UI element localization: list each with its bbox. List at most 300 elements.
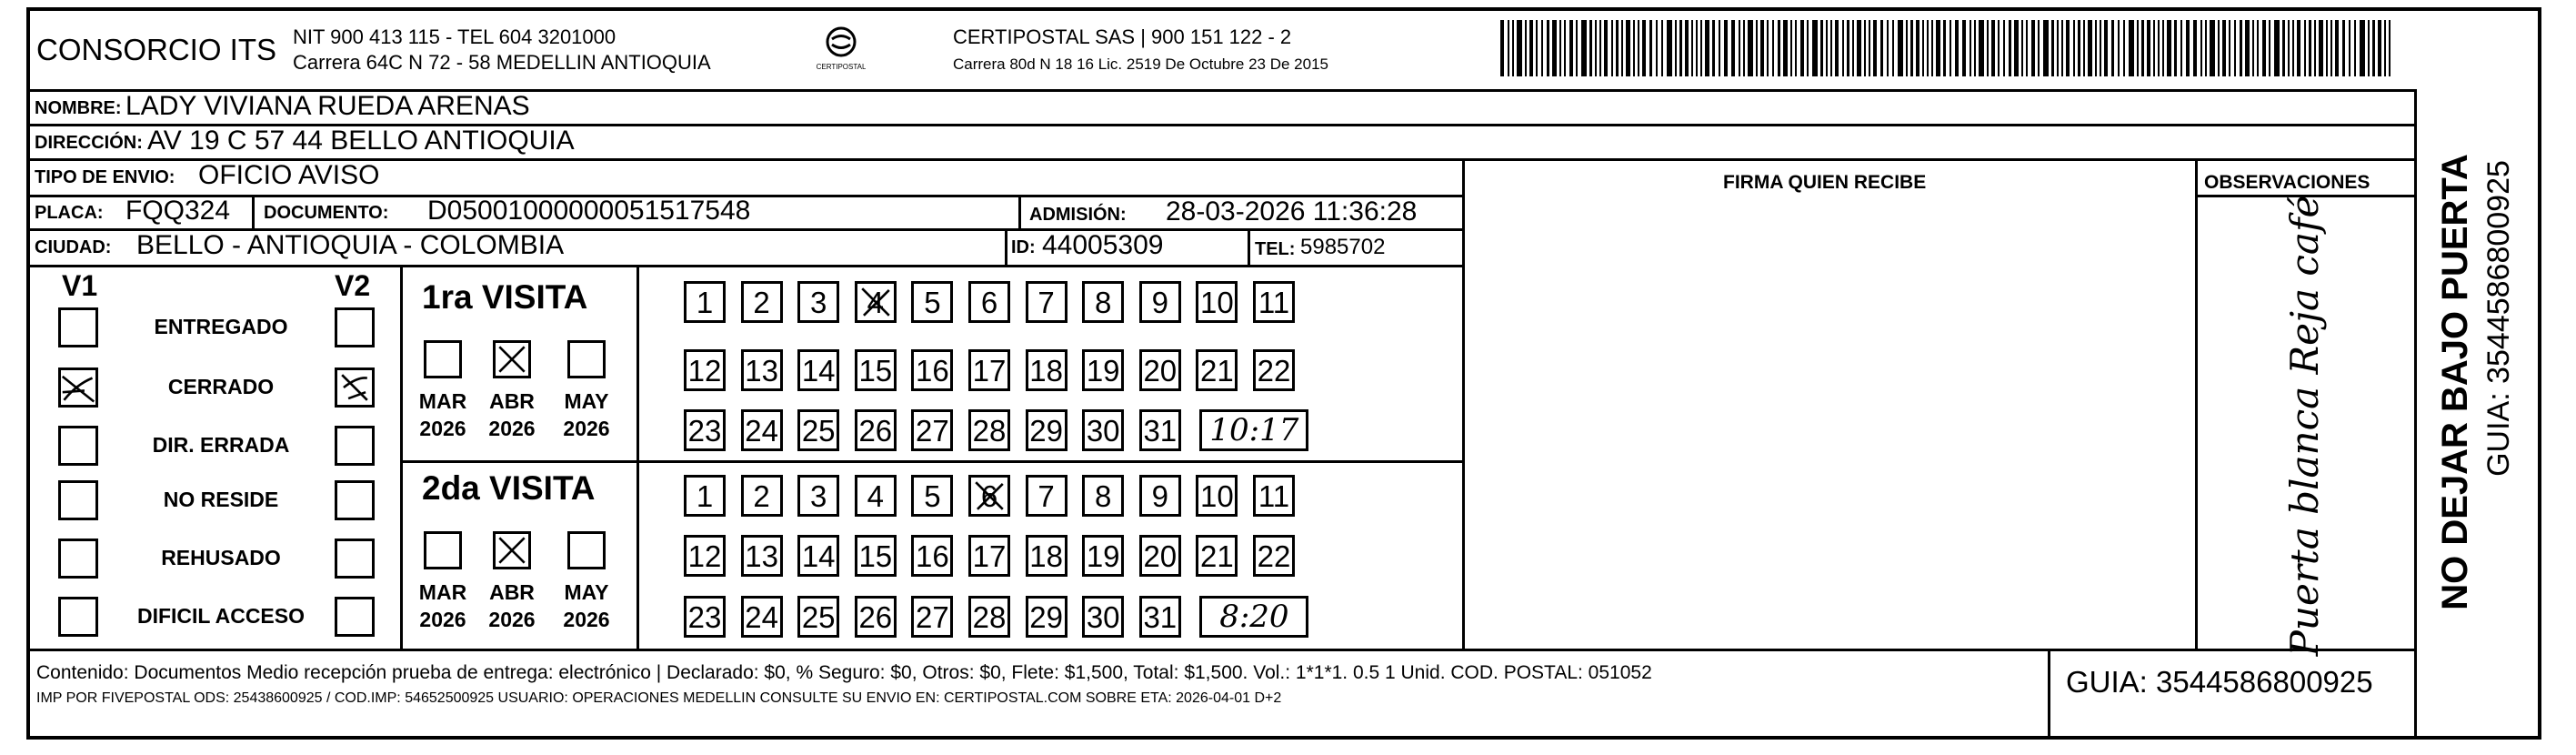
visit-day-number: 23 <box>687 599 722 634</box>
observaciones-handwritten: Puerta blanca Reja café <box>2282 195 2327 657</box>
visit-day-number: 25 <box>801 413 836 448</box>
barcode-bar <box>1772 20 1774 76</box>
visit-day-cell[interactable] <box>911 535 953 577</box>
barcode-bar <box>2218 20 2220 76</box>
barcode-bar <box>1916 20 1919 76</box>
firma-label: FIRMA QUIEN RECIBE <box>1723 172 1927 193</box>
visit-day-cell[interactable] <box>1026 409 1067 451</box>
barcode-bar <box>1604 20 1608 76</box>
barcode-bar <box>2245 20 2250 76</box>
visit-day-number: 25 <box>801 599 836 634</box>
carrier-address: Carrera 80d N 18 16 Lic. 2519 De Octubre 23 De 2015 <box>953 55 1328 73</box>
company-nit: NIT 900 413 115 - TEL 604 3201000 <box>293 25 616 48</box>
visit-day-cell[interactable] <box>1196 281 1238 323</box>
visit-year-label: 2026 <box>488 417 536 440</box>
barcode-bar <box>1517 20 1522 76</box>
visit-day-number: 12 <box>687 539 722 573</box>
barcode-bar <box>1559 20 1561 76</box>
visit-day-cell[interactable] <box>797 349 839 391</box>
direccion-value: AV 19 C 57 44 BELLO ANTIOQUIA <box>147 126 575 156</box>
barcode-bar <box>2111 20 2114 76</box>
visit-day-cell[interactable] <box>1082 535 1124 577</box>
barcode-bar <box>2257 20 2259 76</box>
visit-day-number: 3 <box>810 478 827 513</box>
divider <box>30 158 2416 161</box>
visit-day-number: 28 <box>972 599 1007 634</box>
no-dejar-bajo-puerta: NO DEJAR BAJO PUERTA <box>2435 154 2475 610</box>
visit-time-value: 10:17 <box>1209 412 1299 448</box>
barcode-bar <box>1525 20 1527 76</box>
barcode-bar <box>1931 20 1933 76</box>
barcode-bar <box>1830 20 1832 76</box>
visit-day-cell[interactable] <box>684 596 726 638</box>
visit-time-value: 8:20 <box>1219 599 1289 635</box>
visit-day-cell[interactable] <box>968 349 1010 391</box>
visit-day-number: 15 <box>858 539 893 573</box>
barcode-bar <box>2038 20 2040 76</box>
visit-day-cell[interactable] <box>968 596 1010 638</box>
barcode-bar <box>1950 20 1951 76</box>
tipo-envio-label: TIPO DE ENVIO: <box>35 167 175 187</box>
visit-day-number: 11 <box>1258 478 1290 513</box>
visit-day-number: 24 <box>745 413 778 448</box>
visit-day-number: 18 <box>1029 539 1063 573</box>
visit-day-cell[interactable] <box>1139 281 1181 323</box>
visit-month-checkbox[interactable] <box>424 340 462 378</box>
visit-day-cell[interactable] <box>968 475 1010 517</box>
visit-day-cell[interactable] <box>797 596 839 638</box>
tipo-envio-value: OFICIO AVISO <box>198 160 380 190</box>
footer-contenido: Contenido: Documentos Medio recepción prueba de entrega: electrónico | Declarado: $0, % Seguro: $0, Otros: $0, Flete: $1,500, Total: $1,500. Vol.: 1*1*1. 0.5 1 Unid. COD. POSTAL: 051052 <box>36 662 1652 683</box>
barcode-bar <box>2061 20 2063 76</box>
visit-day-cell[interactable] <box>1139 475 1181 517</box>
visit-day-cell[interactable] <box>797 281 839 323</box>
visit-day-cell[interactable] <box>1026 475 1067 517</box>
visit-day-number: 21 <box>1200 539 1234 573</box>
admision-value: 28-03-2026 11:36:28 <box>1166 196 1418 226</box>
barcode-bar <box>2389 20 2391 76</box>
barcode-bar <box>1633 20 1635 76</box>
divider <box>1005 228 1007 265</box>
status-v2-checkbox[interactable] <box>335 597 375 637</box>
visit-day-number: 18 <box>1029 353 1063 388</box>
visit-day-cell[interactable] <box>911 281 953 323</box>
visit-day-number: 10 <box>1200 478 1234 513</box>
visit-day-number: 17 <box>972 539 1007 573</box>
barcode-bar <box>2234 20 2236 76</box>
visit-day-number: 13 <box>745 539 778 573</box>
visit-day-cell[interactable] <box>911 409 953 451</box>
visit-day-number: 30 <box>1086 599 1120 634</box>
visit-day-cell[interactable] <box>1253 535 1295 577</box>
barcode-bar <box>1661 20 1663 76</box>
barcode-bar <box>1835 20 1839 76</box>
visit-day-cell[interactable] <box>855 535 897 577</box>
barcode-bar <box>2342 20 2345 76</box>
observaciones-label: OBSERVACIONES <box>2204 172 2371 193</box>
visit-day-number: 2 <box>753 285 770 319</box>
barcode-bar <box>2141 20 2144 76</box>
barcode-bar <box>2297 20 2300 76</box>
barcode-bar <box>2051 20 2054 76</box>
barcode-bar <box>2174 20 2177 76</box>
visit-day-cell[interactable] <box>741 281 783 323</box>
visit2-title: 2da VISITA <box>422 469 596 507</box>
barcode-bar <box>2073 20 2075 76</box>
visit-day-cell[interactable] <box>855 281 897 323</box>
barcode-bar <box>2066 20 2070 76</box>
barcode-bar <box>1500 20 1504 76</box>
barcode-bar <box>1656 20 1658 76</box>
visit-month-checkbox[interactable] <box>567 340 606 378</box>
visit-day-cell[interactable] <box>1082 281 1124 323</box>
barcode-bar <box>2180 20 2182 76</box>
barcode-bar <box>2384 20 2386 76</box>
barcode-bar <box>2158 20 2160 76</box>
visit-day-number: 28 <box>972 413 1007 448</box>
barcode-bar <box>1642 20 1646 76</box>
barcode-bar <box>1767 20 1769 76</box>
barcode-bar <box>1724 20 1728 76</box>
visit-month-label: MAY <box>564 580 609 604</box>
visit-year-label: 2026 <box>488 608 536 631</box>
barcode-bar <box>1991 20 1995 76</box>
visit-month-label: ABR <box>489 389 535 413</box>
visit-time-box[interactable] <box>1199 596 1308 638</box>
divider <box>636 265 639 649</box>
barcode-bar <box>2043 20 2049 76</box>
visit-day-number: 12 <box>687 353 722 388</box>
status-option-label: DIFICIL ACCESO <box>136 604 305 628</box>
tel-label: TEL: <box>1255 239 1296 259</box>
side-guia: GUIA: 3544586800925 <box>2481 160 2516 477</box>
visit-day-cell[interactable] <box>797 535 839 577</box>
visit-day-number: 14 <box>801 353 836 388</box>
barcode-bar <box>2026 20 2028 76</box>
barcode-bar <box>2129 20 2134 76</box>
barcode-bar <box>1541 20 1543 76</box>
barcode-bar <box>2153 20 2155 76</box>
visit-day-number: 1 <box>696 285 714 319</box>
visit-day-cell[interactable] <box>741 596 783 638</box>
barcode-bar <box>2360 20 2365 76</box>
visit-year-label: 2026 <box>419 608 466 631</box>
barcode-bar <box>2229 20 2230 76</box>
barcode-bar <box>2167 20 2171 76</box>
visit-day-number: 26 <box>858 599 893 634</box>
barcode-bar <box>1616 20 1619 76</box>
visit-day-number: 17 <box>972 353 1007 388</box>
footer-imp-line: IMP POR FIVEPOSTAL ODS: 25438600925 / COD.IMP: 54652500925 USUARIO: OPERACIONES MEDELLIN CONSULTE SU ENVIO EN: CERTIPOSTAL.COM SOBRE ETA: 2026-04-01 D+2 <box>36 690 1282 706</box>
divider <box>2048 649 2050 737</box>
visit-month-checkbox[interactable] <box>493 531 531 569</box>
barcode-bar <box>2252 20 2254 76</box>
divider <box>30 649 2416 651</box>
barcode-bar <box>1691 20 1693 76</box>
visit-month-checkbox[interactable] <box>424 531 462 569</box>
status-option-label: ENTREGADO <box>154 315 288 338</box>
visit-day-number: 6 <box>980 478 998 513</box>
visit-day-number: 19 <box>1086 539 1120 573</box>
visit-time-box[interactable] <box>1199 409 1308 451</box>
visit-day-number: 22 <box>1257 539 1291 573</box>
visit-day-cell[interactable] <box>1026 535 1067 577</box>
visit-day-cell[interactable] <box>911 475 953 517</box>
nombre-value: LADY VIVIANA RUEDA ARENAS <box>125 91 530 121</box>
divider <box>1462 158 1465 649</box>
barcode-bar <box>2186 20 2190 76</box>
visit-day-cell[interactable] <box>911 596 953 638</box>
barcode-bar <box>1719 20 1720 76</box>
barcode-bar <box>1892 20 1894 76</box>
barcode-bar <box>2200 20 2202 76</box>
barcode-bar <box>1621 20 1623 76</box>
barcode-bar <box>2335 20 2339 76</box>
status-v2-checkbox[interactable] <box>335 480 375 520</box>
barcode-bar <box>2304 20 2306 76</box>
visit-day-cell[interactable] <box>855 409 897 451</box>
visit-day-number: 9 <box>1151 285 1168 319</box>
visit-day-cell[interactable] <box>1139 409 1181 451</box>
barcode-bar <box>1552 20 1557 76</box>
visit-day-cell[interactable] <box>1196 475 1238 517</box>
barcode-bar <box>2262 20 2266 76</box>
barcode-bar <box>1712 20 1715 76</box>
barcode-bar <box>2123 20 2125 76</box>
barcode-bar <box>1936 20 1940 76</box>
barcode-bar <box>1943 20 1946 76</box>
barcode <box>1500 20 2393 76</box>
barcode-bar <box>2095 20 2097 76</box>
visit-day-cell[interactable] <box>1139 535 1181 577</box>
visit-day-number: 29 <box>1029 413 1063 448</box>
visit-day-number: 4 <box>867 285 884 319</box>
visit-day-cell[interactable] <box>741 535 783 577</box>
visit-day-cell[interactable] <box>1139 596 1181 638</box>
visit-day-number: 31 <box>1143 413 1178 448</box>
tel-value: 5985702 <box>1300 235 1386 259</box>
visit-day-number: 16 <box>916 539 949 573</box>
barcode-bar <box>2021 20 2023 76</box>
barcode-bar <box>1569 20 1573 76</box>
visit-day-number: 5 <box>924 478 941 513</box>
visit-day-number: 27 <box>916 413 949 448</box>
visit-day-cell[interactable] <box>855 475 897 517</box>
visit-day-number: 21 <box>1200 353 1234 388</box>
visit-day-cell[interactable] <box>1082 596 1124 638</box>
barcode-bar <box>2003 20 2005 76</box>
visit-day-number: 16 <box>916 353 949 388</box>
status-v2-checkbox[interactable] <box>335 539 375 579</box>
visit-day-cell[interactable] <box>1026 281 1067 323</box>
barcode-bar <box>1927 20 1929 76</box>
visit-day-number: 2 <box>753 478 770 513</box>
visit-day-number: 20 <box>1143 353 1178 388</box>
status-option-label: REHUSADO <box>161 546 281 569</box>
divider <box>1018 195 1021 228</box>
barcode-bar <box>1576 20 1578 76</box>
barcode-bar <box>2378 20 2381 76</box>
status-v2-checkbox[interactable] <box>335 307 375 347</box>
barcode-bar <box>1581 20 1587 76</box>
v1-header: V1 <box>62 269 98 302</box>
observaciones-area[interactable] <box>2196 195 2414 657</box>
divider <box>1248 228 1250 265</box>
status-v1-checkbox[interactable] <box>58 367 98 408</box>
barcode-bar <box>2057 20 2059 76</box>
visit-day-number: 3 <box>810 285 827 319</box>
status-option-label: CERRADO <box>167 375 275 398</box>
visit-day-cell[interactable] <box>911 349 953 391</box>
barcode-bar <box>1547 20 1549 76</box>
status-option-label: DIR. ERRADA <box>152 433 290 457</box>
divider <box>2414 89 2417 737</box>
barcode-bar <box>2014 20 2019 76</box>
visit-day-cell[interactable] <box>1026 349 1067 391</box>
barcode-bar <box>1529 20 1533 76</box>
status-v1-checkbox[interactable] <box>58 597 98 637</box>
barcode-bar <box>1820 20 1823 76</box>
visit-day-cell[interactable] <box>968 409 1010 451</box>
documento-label: DOCUMENTO: <box>264 203 389 223</box>
barcode-bar <box>2009 20 2011 76</box>
visit-day-cell[interactable] <box>684 475 726 517</box>
visit-day-cell[interactable] <box>1196 349 1238 391</box>
visit-day-cell[interactable] <box>1139 349 1181 391</box>
barcode-bar <box>1512 20 1514 76</box>
visit-day-cell[interactable] <box>1253 281 1295 323</box>
status-v2-checkbox[interactable] <box>335 426 375 466</box>
visit-day-cell[interactable] <box>1082 475 1124 517</box>
barcode-bar <box>2368 20 2370 76</box>
placa-value: FQQ324 <box>125 196 231 226</box>
status-v1-checkbox[interactable] <box>58 539 98 579</box>
visit-day-number: 14 <box>801 539 836 573</box>
barcode-bar <box>1880 20 1883 76</box>
visit-day-cell[interactable] <box>684 535 726 577</box>
placa-label: PLACA: <box>35 203 104 223</box>
barcode-bar <box>2372 20 2375 76</box>
company-name: CONSORCIO ITS <box>36 33 277 66</box>
visit-day-number: 24 <box>745 599 778 634</box>
status-v1-checkbox[interactable] <box>58 307 98 347</box>
barcode-bar <box>2274 20 2280 76</box>
barcode-bar <box>2292 20 2294 76</box>
direccion-label: DIRECCIÓN: <box>35 133 143 153</box>
id-label: ID: <box>1011 237 1036 257</box>
visit-day-number: 6 <box>980 285 998 319</box>
status-v1-checkbox[interactable] <box>58 480 98 520</box>
barcode-bar <box>2354 20 2356 76</box>
visit-day-number: 30 <box>1086 413 1120 448</box>
status-option-label: NO RESIDE <box>163 488 279 511</box>
visit-day-cell[interactable] <box>855 349 897 391</box>
barcode-bar <box>1790 20 1792 76</box>
barcode-bar <box>2162 20 2164 76</box>
visit-day-cell[interactable] <box>741 409 783 451</box>
visit-day-cell[interactable] <box>684 349 726 391</box>
barcode-bar <box>1705 20 1709 76</box>
v2-header: V2 <box>335 269 371 302</box>
barcode-bar <box>1812 20 1818 76</box>
visit-day-cell[interactable] <box>684 281 726 323</box>
visit-day-cell[interactable] <box>968 535 1010 577</box>
visit-month-checkbox[interactable] <box>567 531 606 569</box>
visit-day-number: 20 <box>1143 539 1178 573</box>
barcode-bar <box>1887 20 1889 76</box>
visit-day-number: 31 <box>1143 599 1178 634</box>
barcode-bar <box>1679 20 1682 76</box>
divider <box>400 265 403 649</box>
visit-day-cell[interactable] <box>797 409 839 451</box>
barcode-bar <box>1979 20 1984 76</box>
barcode-bar <box>1611 20 1613 76</box>
status-v2-checkbox[interactable] <box>335 367 375 408</box>
status-v1-checkbox[interactable] <box>58 426 98 466</box>
barcode-bar <box>1864 20 1866 76</box>
barcode-bar <box>2330 20 2332 76</box>
barcode-bar <box>2205 20 2207 76</box>
visit-day-cell[interactable] <box>855 596 897 638</box>
barcode-bar <box>1638 20 1639 76</box>
barcode-bar <box>2309 20 2311 76</box>
visit-day-cell[interactable] <box>1196 535 1238 577</box>
barcode-bar <box>1795 20 1797 76</box>
barcode-bar <box>1649 20 1652 76</box>
ciudad-label: CIUDAD: <box>35 237 112 257</box>
barcode-bar <box>2326 20 2328 76</box>
barcode-bar <box>1696 20 1698 76</box>
visit-month-checkbox[interactable] <box>493 340 531 378</box>
visit-month-label: MAR <box>418 580 467 604</box>
divider <box>30 265 1464 267</box>
barcode-bar <box>1685 20 1689 76</box>
barcode-bar <box>1760 20 1764 76</box>
visit-day-cell[interactable] <box>797 475 839 517</box>
barcode-bar <box>1970 20 1971 76</box>
visit-day-cell[interactable] <box>741 349 783 391</box>
barcode-bar <box>1842 20 1844 76</box>
barcode-bar <box>1778 20 1780 76</box>
barcode-bar <box>1852 20 1854 76</box>
id-value: 44005309 <box>1042 230 1164 260</box>
ciudad-value: BELLO - ANTIOQUIA - COLOMBIA <box>136 230 565 260</box>
visit-year-label: 2026 <box>563 608 610 631</box>
visit-day-cell[interactable] <box>968 281 1010 323</box>
visit-day-number: 27 <box>916 599 949 634</box>
visit-day-cell[interactable] <box>741 475 783 517</box>
visit-day-number: 29 <box>1029 599 1063 634</box>
visit-day-number: 13 <box>745 353 778 388</box>
visit-day-cell[interactable] <box>684 409 726 451</box>
barcode-bar <box>1783 20 1788 76</box>
visit-day-cell[interactable] <box>1253 349 1295 391</box>
barcode-bar <box>2349 20 2350 76</box>
visit-day-cell[interactable] <box>1253 475 1295 517</box>
admision-label: ADMISIÓN: <box>1029 205 1127 225</box>
barcode-bar <box>1857 20 1861 76</box>
visit-day-cell[interactable] <box>1026 596 1067 638</box>
visit-month-label: MAY <box>564 389 609 413</box>
visit-day-number: 10 <box>1200 285 1234 319</box>
barcode-bar <box>2222 20 2226 76</box>
visit-day-cell[interactable] <box>1082 409 1124 451</box>
visit-day-number: 23 <box>687 413 722 448</box>
barcode-bar <box>1898 20 1903 76</box>
visit-day-cell[interactable] <box>1082 349 1124 391</box>
carrier-name: CERTIPOSTAL SAS | 900 151 122 - 2 <box>953 25 1292 48</box>
nombre-label: NOMBRE: <box>35 98 122 118</box>
